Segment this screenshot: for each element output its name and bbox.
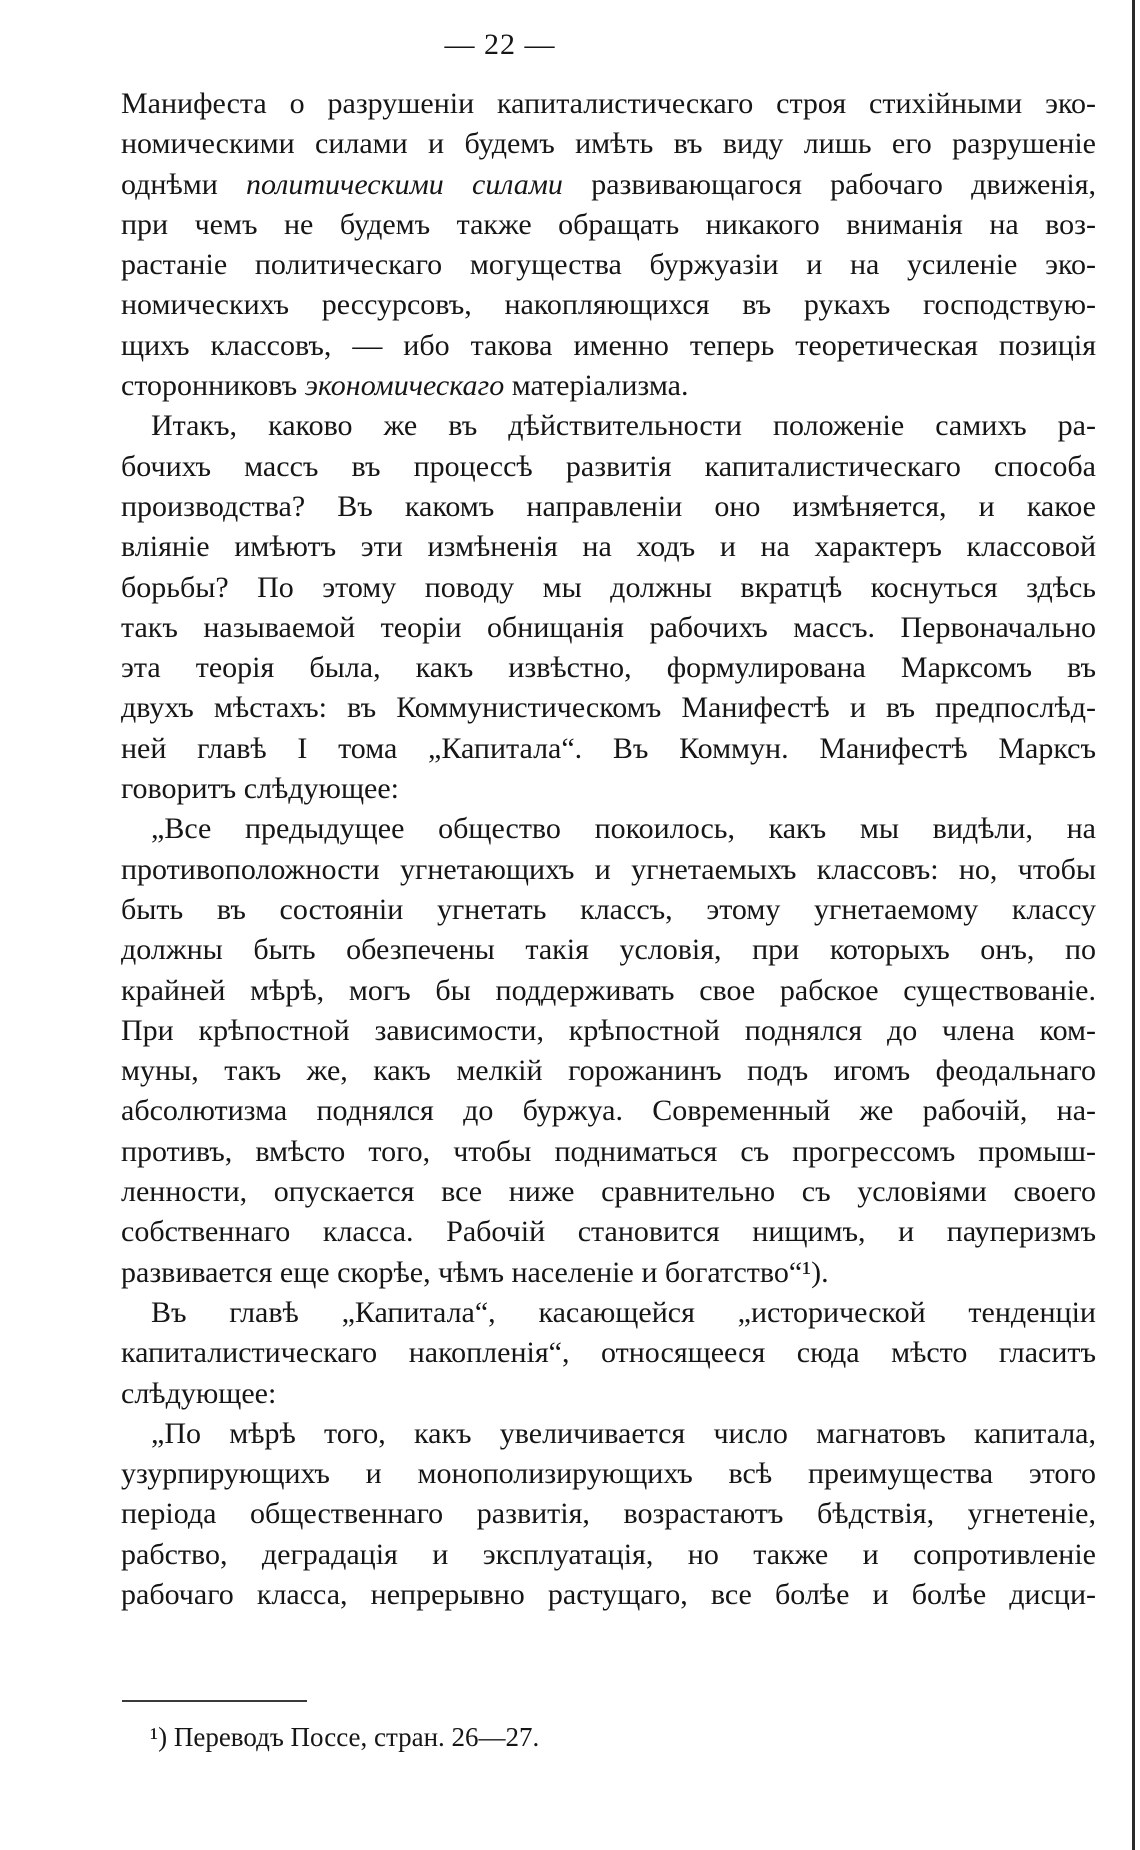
text-line: двухъ мѣстахъ: въ Коммунистическомъ Манифестѣ и въ предпослѣд- (121, 691, 1096, 725)
text-line: при чемъ не будемъ также обращать никакого вниманія на воз- (121, 207, 1096, 241)
text-line: собственнаго класса. Рабочій становится нищимъ, и пауперизмъ (121, 1215, 1096, 1249)
text-line: бочихъ массъ въ процессѣ развитія капиталистическаго способа (121, 449, 1096, 483)
text-line: ней главѣ I тома „Капитала“. Въ Коммун. Манифестѣ Марксъ (121, 731, 1096, 765)
text-line: противоположности угнетающихъ и угнетаемыхъ классовъ: но, чтобы (121, 852, 1096, 886)
text-line: развивается еще скорѣе, чѣмъ населеніе и богатство“¹). (121, 1255, 829, 1289)
text-line: номическими силами и будемъ имѣть въ виду лишь его разрушеніе (121, 127, 1096, 161)
text-line: однѣми политическими силами развивающагося рабочаго движенія, (121, 167, 1096, 201)
footnote-divider (122, 1700, 307, 1702)
footnote (150, 1720, 539, 1754)
text-line: рабочаго класса, непрерывно растущаго, все болѣе и болѣе дисци- (121, 1577, 1096, 1611)
text-line: говоритъ слѣдующее: (121, 772, 400, 806)
text-line: должны быть обезпечены такія условія, при которыхъ онъ, по (121, 933, 1096, 967)
text-line: борьбы? По этому поводу мы должны вкратцѣ коснуться здѣсь (121, 570, 1096, 604)
text-line: вліяніе имѣютъ эти измѣненія на ходъ и на характеръ классовой (121, 530, 1096, 564)
text-line: номическихъ рессурсовъ, накопляющихся въ рукахъ господствую- (121, 288, 1096, 322)
text-line: узурпирующихъ и монополизирующихъ всѣ преимущества этого (121, 1457, 1096, 1491)
footnote-text: Переводъ Поссе, стран. 26—27. (167, 1722, 540, 1752)
italic-emphasis: экономическаго (304, 369, 505, 403)
text-line: капиталистическаго накопленія“, относящееся сюда мѣсто гласитъ (121, 1336, 1096, 1370)
text-line: противъ, вмѣсто того, чтобы подниматься съ прогрессомъ промыш- (121, 1134, 1096, 1168)
paragraph-start-line: Въ главѣ „Капитала“, касающейся „исторической тенденціи (151, 1295, 1096, 1329)
scan-edge-line (1132, 0, 1135, 1850)
quote-start-line: „По мѣрѣ того, какъ увеличивается число магнатовъ капитала, (151, 1416, 1096, 1450)
text-line: муны, такъ же, какъ мелкій горожанинъ подъ игомъ феодальнаго (121, 1054, 1096, 1088)
text-line: Манифеста о разрушеніи капиталистическаго строя стихійными эко- (121, 87, 1096, 120)
italic-emphasis: политическими силами (246, 167, 563, 201)
footnote-marker: ¹) (150, 1722, 168, 1752)
text-line: эта теорія была, какъ извѣстно, формулирована Марксомъ въ (121, 651, 1096, 685)
text-line: При крѣпостной зависимости, крѣпостной поднялся до члена ком- (121, 1013, 1096, 1047)
text-line: рабство, деградація и эксплуатація, но также и сопротивленіе (121, 1537, 1096, 1571)
text-line: крайней мѣрѣ, могъ бы поддерживать свое рабское существованіе. (121, 973, 1096, 1007)
text-line: растаніе политическаго могущества буржуазіи и на усиленіе эко- (121, 248, 1096, 282)
page-number: — 22 — (444, 28, 556, 61)
text-line: быть въ состояніи угнетать классъ, этому угнетаемому классу (121, 892, 1096, 926)
text-line: сторонниковъ экономическаго матеріализма. (121, 369, 689, 403)
text-line: періода общественнаго развитія, возрастаютъ бѣдствія, угнетеніе, (121, 1497, 1096, 1531)
text-line: ленности, опускается все ниже сравнительно съ условіями своего (121, 1175, 1096, 1209)
quote-start-line: „Все предыдущее общество покоилось, какъ мы видѣли, на (151, 812, 1096, 846)
text-line: абсолютизма поднялся до буржуа. Современный же рабочій, на- (121, 1094, 1096, 1128)
text-line: производства? Въ какомъ направленіи оно измѣняется, и какое (121, 489, 1096, 523)
body-text (121, 84, 1096, 1615)
paragraph-start-line: Итакъ, каково же въ дѣйствительности положеніе самихъ ра- (151, 409, 1096, 443)
text-line: такъ называемой теоріи обнищанія рабочихъ массъ. Первоначально (121, 610, 1096, 644)
text-line: щихъ классовъ, — ибо такова именно теперь теоретическая позиція (121, 328, 1096, 362)
text-line: слѣдующее: (121, 1376, 277, 1410)
